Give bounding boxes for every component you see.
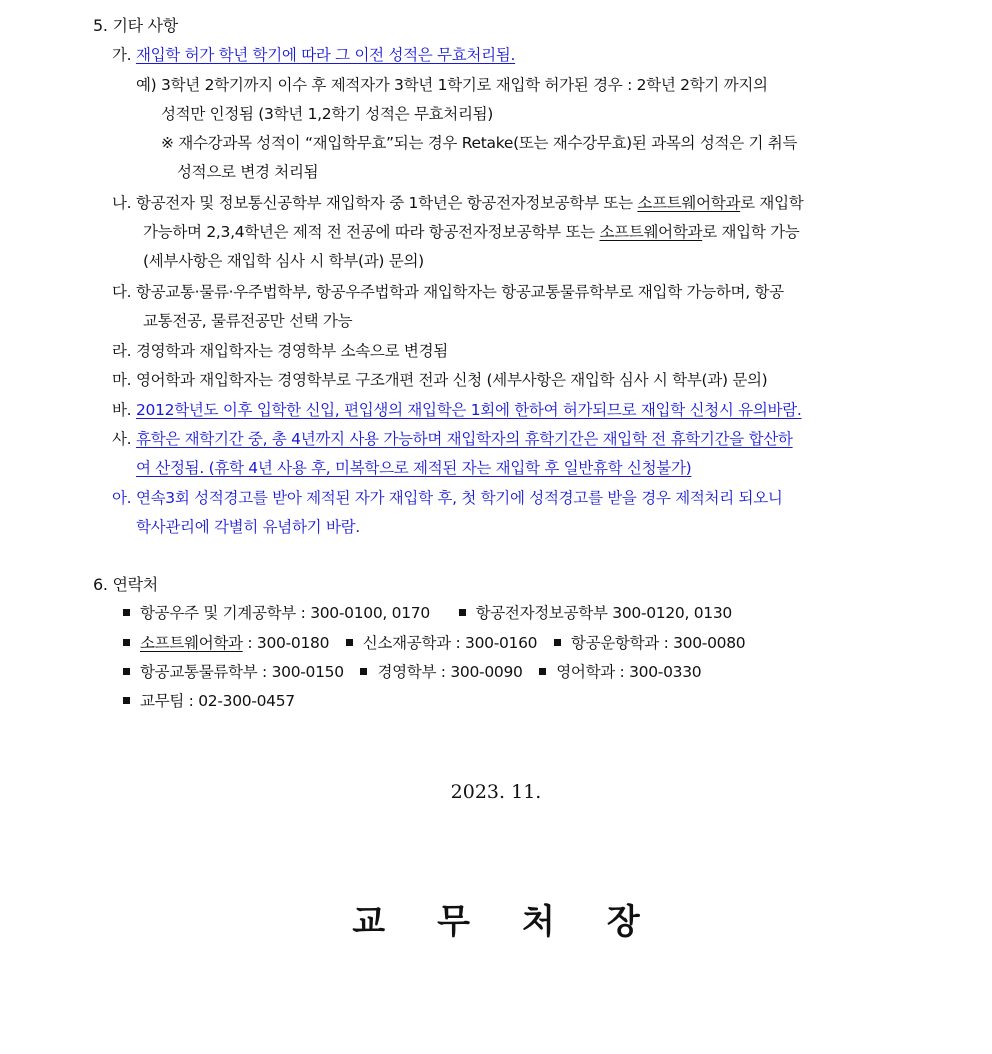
square-bullet-icon — [123, 639, 130, 646]
contact-name: 영어학과 — [556, 663, 615, 681]
example-line-2: 성적만 인정됨 (3학년 1,2학기 성적은 무효처리됨) — [161, 105, 494, 123]
item-a-text: 연속3회 성적경고를 받아 제적된 자가 재입학 후, 첫 학기에 성적경고를 받을 경우 제적처리 되오니 — [135, 489, 783, 507]
square-bullet-icon — [346, 639, 353, 646]
contact-phone: 300-0090 — [450, 663, 523, 681]
signature-char: 처 — [522, 902, 555, 942]
contact-name: 교무팀 — [140, 692, 185, 710]
item-ba-text: 2012학년도 이후 입학한 신입, 편입생의 재입학은 1회에 한하여 허가되므로 재입학 신청시 유의바람. — [135, 401, 802, 419]
item-ga-text: 재입학 허가 학년 학기에 따라 그 이전 성적은 무효처리됨. — [135, 46, 516, 64]
item-ma-label: 마. — [112, 371, 132, 389]
contact-aerospace — [123, 604, 430, 622]
item-sa-text: 휴학은 재학기간 중, 총 4년까지 사용 가능하며 재입학자의 휴학기간은 재입학 전 휴학기간을 합산하 — [135, 430, 793, 448]
item-ra-label: 라. — [112, 342, 132, 360]
item-ra-text: 경영학과 재입학자는 경영학부 소속으로 변경됨 — [135, 342, 448, 360]
square-bullet-icon — [459, 609, 466, 616]
item-da-line-2: 교통전공, 물류전공만 선택 가능 — [143, 312, 353, 330]
square-bullet-icon — [123, 609, 130, 616]
item-ba-label: 바. — [112, 401, 132, 419]
item-ga — [112, 45, 515, 65]
item-a-line-1 — [112, 488, 783, 508]
item-ra — [112, 341, 448, 361]
contact-phone: 300-0180 — [256, 634, 330, 652]
contact-phone: 300-0100, 0170 — [310, 604, 430, 622]
signature-char: 교 — [352, 902, 386, 942]
contact-logistics — [123, 663, 344, 681]
square-bullet-icon — [360, 668, 367, 675]
square-bullet-icon — [123, 697, 130, 704]
contact-software — [123, 634, 329, 652]
contact-sep: : — [614, 663, 630, 681]
item-a-label: 아. — [112, 489, 132, 507]
contact-phone: 300-0160 — [465, 634, 538, 652]
section-6-title: 6. 연락처 — [93, 575, 158, 594]
contact-phone: 300-0120, 0130 — [612, 604, 732, 622]
contact-name: 경영학부 — [377, 663, 437, 681]
contact-avionics — [459, 604, 732, 622]
contact-row-4 — [123, 691, 295, 711]
contact-phone: 300-0150 — [271, 663, 344, 681]
contact-row-3 — [123, 662, 701, 682]
contact-flight-ops — [554, 634, 745, 652]
contact-sep: : — [658, 634, 674, 652]
item-na-label: 나. — [112, 194, 132, 212]
contact-sep: : — [242, 634, 257, 652]
contact-sep: : — [296, 604, 311, 622]
example-line-1: 예) 3학년 2학기까지 이수 후 제적자가 3학년 1학기로 재입학 허가된 경우 : 2학년 2학기 까지의 — [136, 76, 768, 94]
item-na-text-b: 로 재입학 — [740, 194, 804, 212]
item-na-line2-b: 로 재입학 가능 — [702, 223, 800, 241]
item-na-line-1 — [112, 193, 803, 213]
note-line-1: ※ 재수강과목 성적이 “재입학무효”되는 경우 Retake(또는 재수강무효)된 과목의 성적은 기 취득 — [161, 134, 798, 152]
item-ma — [112, 370, 767, 390]
note-line-2: 성적으로 변경 처리됨 — [177, 163, 319, 181]
item-da-label: 다. — [112, 283, 132, 301]
square-bullet-icon — [554, 639, 561, 646]
square-bullet-icon — [123, 668, 130, 675]
contact-name: 항공교통물류학부 — [140, 663, 258, 681]
contact-name: 항공우주 및 기계공학부 — [140, 604, 296, 622]
section-5-title: 5. 기타 사항 — [93, 16, 178, 35]
item-na-text-a: 항공전자 및 정보통신공학부 재입학자 중 1학년은 항공전자정보공학부 또는 — [135, 194, 638, 212]
item-sa-label: 사. — [112, 430, 132, 448]
contact-academic-affairs — [123, 692, 295, 710]
item-ma-text: 영어학과 재입학자는 경영학부로 구조개편 전과 신청 (세부사항은 재입학 심사 시 학부(과) 문의) — [135, 371, 768, 389]
contact-row-1 — [123, 603, 732, 623]
item-da-line-1 — [112, 282, 784, 302]
document-date: 2023. 11. — [450, 781, 542, 803]
signature-char: 장 — [606, 902, 640, 942]
item-ba — [112, 400, 802, 420]
contact-phone: 300-0330 — [629, 663, 702, 681]
signature-title — [0, 900, 992, 944]
software-dept-underlined-2: 소프트웨어학과 — [599, 223, 703, 241]
item-da-text: 항공교통·물류·우주법학부, 항공우주법학과 재입학자는 항공교통물류학부로 재입학 가능하며, 항공 — [135, 283, 784, 301]
contact-sep: : — [436, 663, 451, 681]
contact-name: 항공전자정보공학부 — [475, 604, 608, 622]
contact-sep: : — [450, 634, 466, 652]
contact-sep: : — [257, 663, 272, 681]
contact-business — [360, 663, 522, 681]
signature-char: 무 — [437, 902, 470, 942]
contact-name: 항공운항학과 — [570, 634, 659, 652]
contact-name: 신소재공학과 — [362, 634, 451, 652]
contact-phone: 300-0080 — [673, 634, 746, 652]
contact-name: 소프트웨어학과 — [140, 634, 243, 652]
item-ga-label: 가. — [112, 46, 132, 64]
software-dept-underlined: 소프트웨어학과 — [637, 194, 741, 212]
item-na-line2-a: 가능하며 2,3,4학년은 제적 전 전공에 따라 항공전자정보공학부 또는 — [143, 223, 600, 241]
contact-materials — [346, 634, 537, 652]
contact-english — [539, 663, 701, 681]
item-sa-line-1 — [112, 429, 793, 449]
contact-sep: : — [184, 692, 199, 710]
item-a-line-2: 학사관리에 각별히 유념하기 바람. — [136, 518, 360, 536]
contact-phone: 02-300-0457 — [198, 692, 295, 710]
item-sa-line-2: 여 산정됨. (휴학 4년 사용 후, 미복학으로 제적된 자는 재입학 후 일반휴학 신청불가) — [136, 459, 692, 477]
square-bullet-icon — [539, 668, 546, 675]
item-na-line-3: (세부사항은 재입학 심사 시 학부(과) 문의) — [143, 252, 424, 270]
contact-row-2 — [123, 633, 745, 653]
item-na-line-2 — [143, 222, 799, 242]
